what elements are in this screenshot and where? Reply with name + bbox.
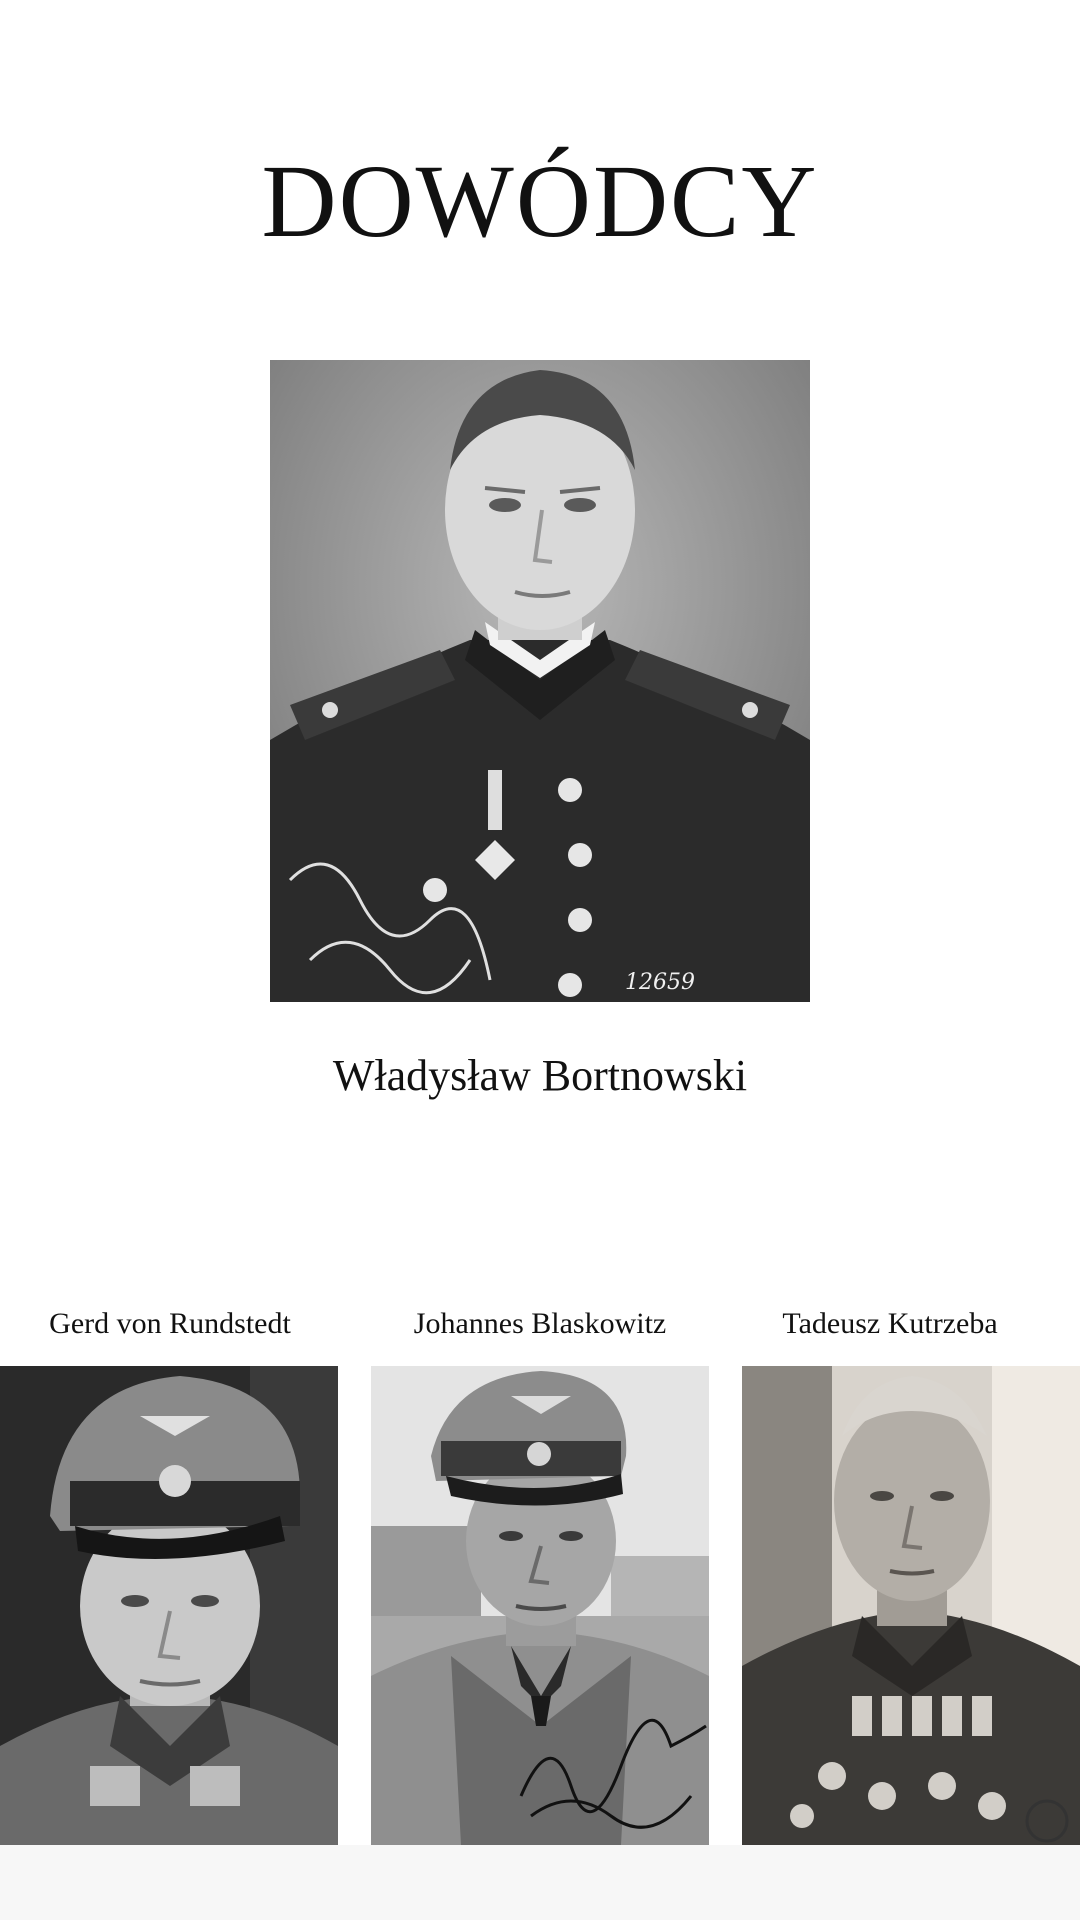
commander-portrait-photo-1 xyxy=(0,1366,338,1845)
commander-portrait-photo-2 xyxy=(371,1366,709,1845)
commander-name-3: Tadeusz Kutrzeba xyxy=(782,1307,998,1340)
commander-name-1: Gerd von Rundstedt xyxy=(49,1307,291,1340)
commander-name-2: Johannes Blaskowitz xyxy=(413,1307,667,1340)
featured-portrait-photo xyxy=(270,360,810,1002)
photo-annotation: 12659 xyxy=(625,970,695,995)
featured-commander-name: Władysław Bortnowski xyxy=(332,1051,748,1100)
page-footer-band xyxy=(0,1845,1080,1920)
page-title: DOWÓDCY xyxy=(261,144,819,259)
commander-portrait-photo-3 xyxy=(742,1366,1080,1845)
